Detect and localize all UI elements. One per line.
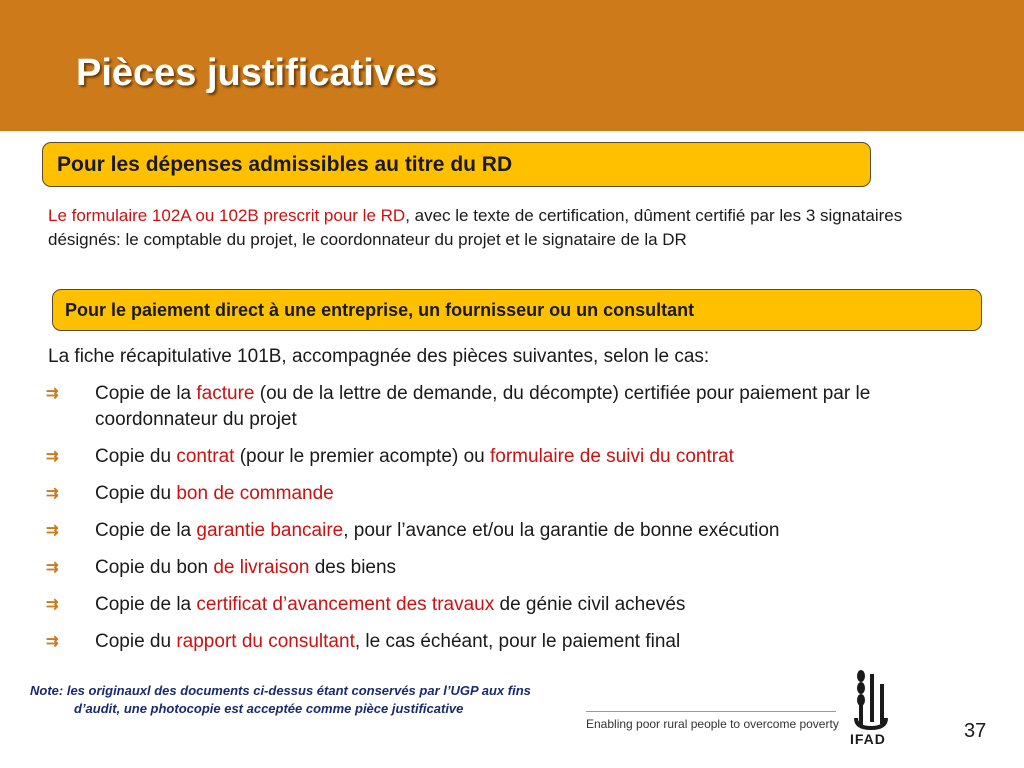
footer-divider bbox=[586, 711, 836, 712]
item-highlight: formulaire de suivi du contrat bbox=[490, 446, 734, 467]
item-text: , pour l’avance et/ou la garantie de bonne exécution bbox=[343, 520, 780, 541]
arrow-bullet-icon: ⇉ bbox=[46, 448, 59, 465]
item-text: (pour le premier acompte) ou bbox=[234, 446, 490, 467]
section1-banner: Pour les dépenses admissibles au titre du RD bbox=[42, 142, 871, 187]
header-bar bbox=[0, 0, 1024, 131]
arrow-bullet-icon: ⇉ bbox=[46, 485, 59, 502]
item-text: Copie du bbox=[95, 631, 177, 652]
footer-note bbox=[30, 682, 730, 718]
item-text: de génie civil achevés bbox=[494, 594, 686, 615]
section2-intro: La fiche récapitulative 101B, accompagnée des pièces suivantes, selon le cas: bbox=[48, 346, 710, 367]
ifad-logo-text: IFAD bbox=[850, 731, 886, 747]
item-highlight: certificat d’avancement des travaux bbox=[196, 594, 495, 615]
item-text: Copie de la bbox=[95, 383, 197, 404]
item-text: Copie de la bbox=[95, 594, 197, 615]
item-text: des biens bbox=[309, 557, 397, 578]
section1-paragraph bbox=[48, 204, 978, 252]
item-highlight: de livraison bbox=[213, 557, 310, 578]
item-highlight: facture bbox=[196, 383, 255, 404]
list-item bbox=[46, 381, 996, 433]
list-item bbox=[46, 481, 996, 507]
item-highlight: rapport du consultant bbox=[176, 631, 355, 652]
page-number: 37 bbox=[964, 720, 987, 742]
arrow-bullet-icon: ⇉ bbox=[46, 385, 59, 402]
note-line: Note: les originauxl des documents ci-dessus étant conservés par l’UGP aux fins bbox=[30, 683, 531, 698]
note-line: d’audit, une photocopie est acceptée comme pièce justificative bbox=[74, 701, 464, 716]
list-item bbox=[46, 444, 996, 470]
item-text: Copie du bbox=[95, 446, 177, 467]
section1-red-text: Le formulaire 102A ou 102B prescrit pour le RD bbox=[48, 206, 406, 225]
item-text: (ou de la lettre de demande, du décompte) certifiée pour paiement par le coordonnateur du projet bbox=[95, 383, 871, 430]
arrow-bullet-icon: ⇉ bbox=[46, 522, 59, 539]
item-text: , le cas échéant, pour le paiement final bbox=[354, 631, 681, 652]
ifad-tagline: Enabling poor rural people to overcome poverty bbox=[586, 717, 839, 731]
list-item bbox=[46, 555, 996, 581]
list-item bbox=[46, 629, 996, 655]
list-item bbox=[46, 518, 996, 544]
item-text: Copie de la bbox=[95, 520, 197, 541]
list-item bbox=[46, 592, 996, 618]
section1-rest-text: , avec le texte de certification, dûment certifié par les 3 signataires désignés: le comptable du projet, le coordonnateur du projet et le signataire de la DR bbox=[48, 206, 903, 249]
slide-title: Pièces justificatives bbox=[76, 52, 438, 94]
arrow-bullet-icon: ⇉ bbox=[46, 596, 59, 613]
arrow-bullet-icon: ⇉ bbox=[46, 559, 59, 576]
section2-banner: Pour le paiement direct à une entreprise, un fournisseur ou un consultant bbox=[52, 289, 982, 331]
item-highlight: garantie bancaire bbox=[196, 520, 344, 541]
item-text: Copie du bbox=[95, 483, 177, 504]
item-highlight: contrat bbox=[176, 446, 235, 467]
item-text: Copie du bon bbox=[95, 557, 214, 578]
documents-list bbox=[46, 381, 996, 666]
item-highlight: bon de commande bbox=[176, 483, 334, 504]
arrow-bullet-icon: ⇉ bbox=[46, 633, 59, 650]
